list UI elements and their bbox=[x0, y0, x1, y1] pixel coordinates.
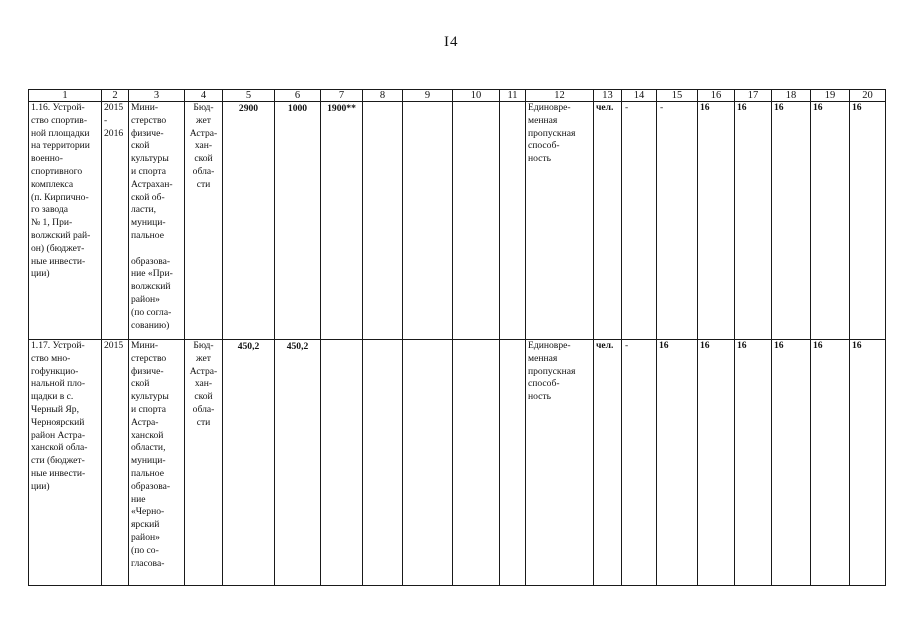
header-cell: 18 bbox=[772, 90, 811, 102]
amount-cell: 450,2 bbox=[275, 340, 321, 586]
unit-cell: чел. bbox=[594, 340, 622, 586]
table-row bbox=[29, 340, 886, 586]
header-cell: 16 bbox=[698, 90, 735, 102]
header-cell: 4 bbox=[185, 90, 223, 102]
header-cell: 14 bbox=[622, 90, 657, 102]
amount-cell: 1000 bbox=[275, 102, 321, 340]
indicator-value-cell: 16 bbox=[657, 340, 698, 586]
indicator-value-cell: - bbox=[622, 102, 657, 340]
indicator-value-cell: 16 bbox=[772, 340, 811, 586]
header-cell: 1 bbox=[29, 90, 102, 102]
amount-cell bbox=[500, 340, 526, 586]
funding-source-cell: Бюд- жет Астра- хан- ской обла- сти bbox=[185, 340, 223, 586]
program-table bbox=[28, 89, 886, 586]
indicator-value-cell: - bbox=[657, 102, 698, 340]
period-cell: 2015- 2016 bbox=[102, 102, 129, 340]
indicator-value-cell: 16 bbox=[850, 102, 886, 340]
amount-cell bbox=[453, 340, 500, 586]
page-number: I4 bbox=[444, 34, 459, 50]
header-cell: 13 bbox=[594, 90, 622, 102]
amount-cell bbox=[403, 340, 453, 586]
header-cell: 8 bbox=[363, 90, 403, 102]
amount-cell bbox=[363, 102, 403, 340]
header-cell: 2 bbox=[102, 90, 129, 102]
indicator-value-cell: 16 bbox=[735, 102, 772, 340]
executor-cell: Мини- стерство физиче- ской культуры и спорта Астра- ханской области, муници- пальное образова- ние «Черно- ярский район» (по со- гласова- bbox=[129, 340, 185, 586]
program-table-container bbox=[28, 89, 886, 586]
indicator-value-cell: 16 bbox=[850, 340, 886, 586]
total-amount-cell: 2900 bbox=[223, 102, 275, 340]
indicator-value-cell: 16 bbox=[698, 102, 735, 340]
funding-source-cell: Бюд- жет Астра- хан- ской обла- сти bbox=[185, 102, 223, 340]
header-cell: 9 bbox=[403, 90, 453, 102]
header-cell: 12 bbox=[526, 90, 594, 102]
amount-cell bbox=[403, 102, 453, 340]
header-cell: 17 bbox=[735, 90, 772, 102]
header-cell: 3 bbox=[129, 90, 185, 102]
amount-cell bbox=[500, 102, 526, 340]
amount-cell bbox=[321, 340, 363, 586]
indicator-name-cell: Единовре- менная пропускная способ- ность bbox=[526, 102, 594, 340]
header-row bbox=[29, 90, 886, 102]
total-amount-cell: 450,2 bbox=[223, 340, 275, 586]
amount-cell: 1900** bbox=[321, 102, 363, 340]
unit-cell: чел. bbox=[594, 102, 622, 340]
header-cell: 10 bbox=[453, 90, 500, 102]
header-cell: 6 bbox=[275, 90, 321, 102]
header-cell: 15 bbox=[657, 90, 698, 102]
event-name-cell: 1.17. Устрой- ство мно- гофункцио- нальной пло- щадки в с. Черный Яр, Черноярский район Астра- ханской обла- сти (бюджет- ные инвести- ции) bbox=[29, 340, 102, 586]
indicator-value-cell: 16 bbox=[811, 102, 850, 340]
header-cell: 20 bbox=[850, 90, 886, 102]
indicator-value-cell: - bbox=[622, 340, 657, 586]
indicator-value-cell: 16 bbox=[698, 340, 735, 586]
indicator-value-cell: 16 bbox=[772, 102, 811, 340]
executor-cell: Мини- стерство физиче- ской культуры и спорта Астрахан- ской об- ласти, муници- пальное образова- ние «При- волжский район» (по согла- сованию) bbox=[129, 102, 185, 340]
header-cell: 5 bbox=[223, 90, 275, 102]
header-cell: 11 bbox=[500, 90, 526, 102]
indicator-value-cell: 16 bbox=[811, 340, 850, 586]
event-name-cell: 1.16. Устрой- ство спортив- ной площадки на территории военно- спортивного комплекса (п. Кирпично- го завода № 1, При- волжский рай- он) (бюджет- ные инвести- ции) bbox=[29, 102, 102, 340]
header-cell: 19 bbox=[811, 90, 850, 102]
header-cell: 7 bbox=[321, 90, 363, 102]
indicator-name-cell: Единовре- менная пропускная способ- ность bbox=[526, 340, 594, 586]
table-row bbox=[29, 102, 886, 340]
indicator-value-cell: 16 bbox=[735, 340, 772, 586]
amount-cell bbox=[453, 102, 500, 340]
amount-cell bbox=[363, 340, 403, 586]
period-cell: 2015 bbox=[102, 340, 129, 586]
